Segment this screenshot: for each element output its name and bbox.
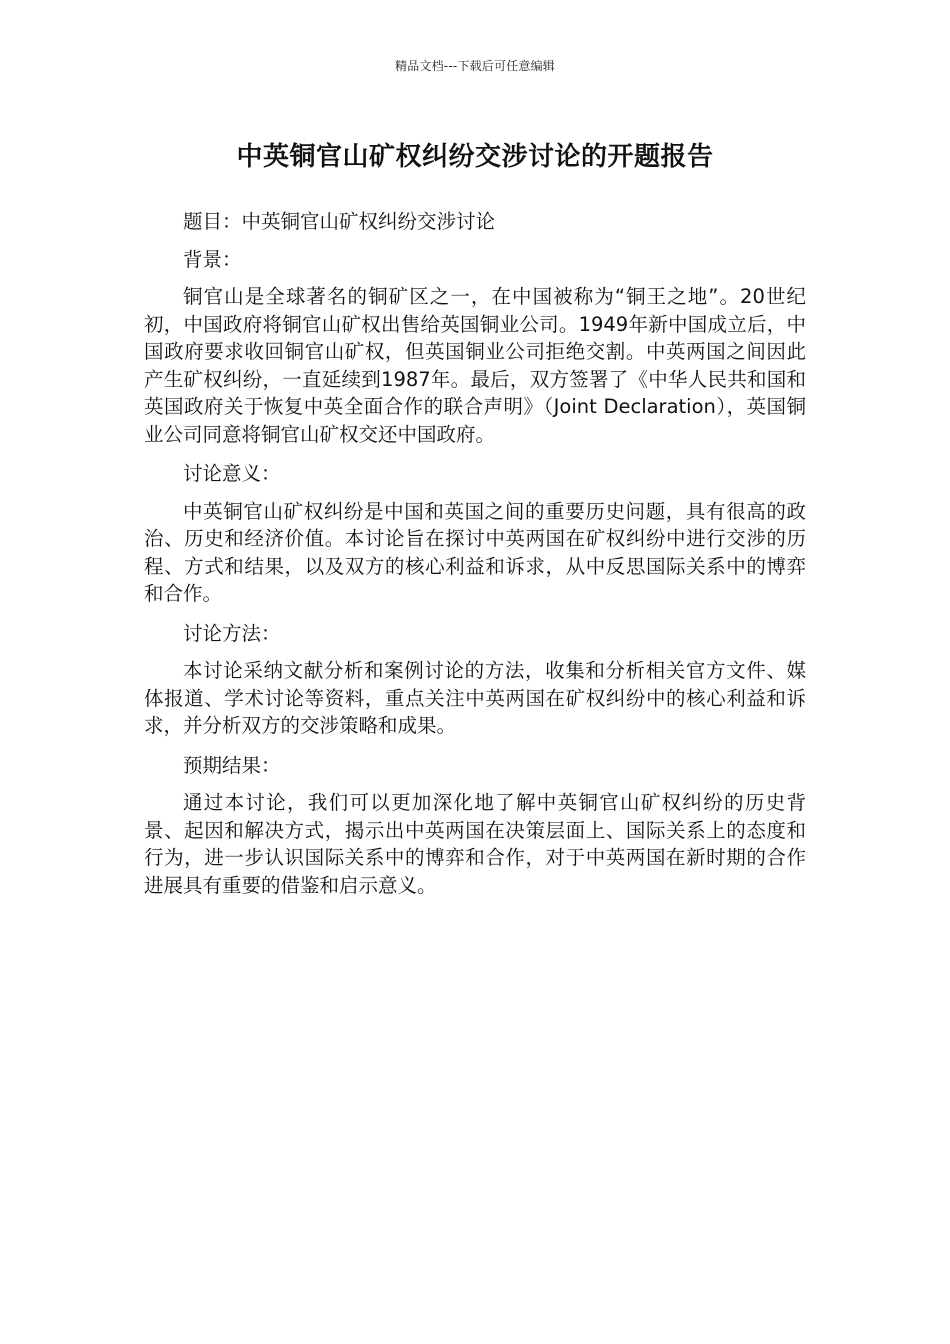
paragraph-background: 铜官山是全球著名的铜矿区之一，在中国被称为“铜王之地”。20世纪初，中国政府将铜官山矿权出售给英国铜业公司。1949年新中国成立后，中国政府要求收回铜官山矿权，但英国铜业公司拒绝交割。中英两国之间因此产生矿权纠纷，一直延续到1987年。最后，双方签署了《中华人民共和国和英国政府关于恢复中英全面合作的联合声明》（Joint Declaration），英国铜业公司同意将铜官山矿权交还中国政府。 bbox=[144, 285, 806, 446]
paragraph-significance: 中英铜官山矿权纠纷是中国和英国之间的重要历史问题，具有很高的政治、历史和经济价值。本讨论旨在探讨中英两国在矿权纠纷中进行交涉的历程、方式和结果，以及双方的核心利益和诉求，从中反思国际关系中的博弈和合作。 bbox=[144, 499, 806, 605]
section-heading-expected-results: 预期结果： bbox=[183, 753, 281, 777]
section-heading-method: 讨论方法： bbox=[183, 621, 281, 645]
topic-line: 题目：中英铜官山矿权纠纷交涉讨论 bbox=[183, 210, 496, 233]
section-heading-background: 背景： bbox=[183, 247, 242, 271]
document-title: 中英铜官山矿权纠纷交涉讨论的开题报告 bbox=[236, 142, 714, 172]
section-heading-significance: 讨论意义： bbox=[183, 462, 281, 485]
page-header: 精品文档---下载后可任意编辑 bbox=[395, 59, 555, 73]
paragraph-expected-results: 通过本讨论，我们可以更加深化地了解中英铜官山矿权纠纷的历史背景、起因和解决方式，揭示出中英两国在决策层面上、国际关系上的态度和行为，进一步认识国际关系中的博弈和合作，对于中英两国在新时期的合作进展具有重要的借鉴和启示意义。 bbox=[144, 791, 806, 897]
paragraph-method: 本讨论采纳文献分析和案例讨论的方法，收集和分析相关官方文件、媒体报道、学术讨论等资料，重点关注中英两国在矿权纠纷中的核心利益和诉求，并分析双方的交涉策略和成果。 bbox=[144, 659, 806, 737]
document-body bbox=[144, 208, 806, 911]
